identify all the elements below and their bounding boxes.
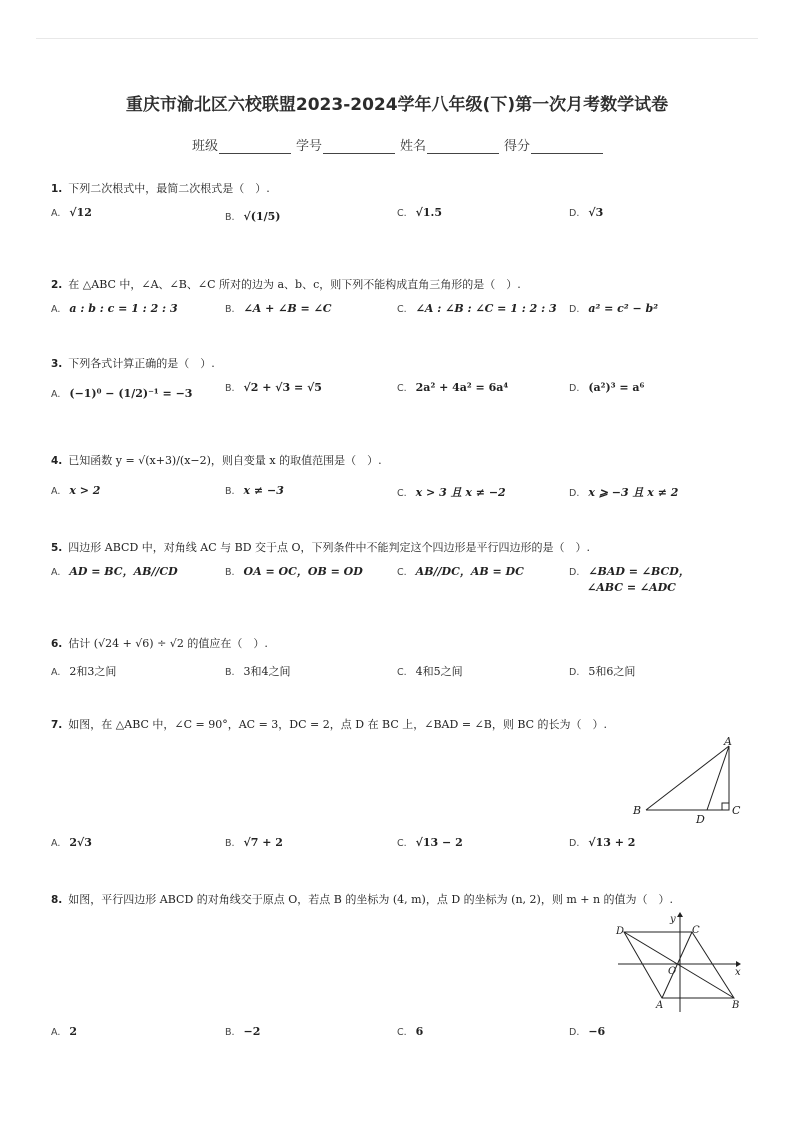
question-number: 8. [51, 894, 63, 906]
option-text: 2 [69, 1025, 78, 1038]
option-label: C. [397, 304, 407, 315]
option-label: D. [569, 208, 580, 219]
info-field-score [504, 135, 606, 154]
option-text: (−1)⁰ − (1/2)⁻¹ = −3 [69, 387, 193, 400]
info-label: 班级 [192, 139, 219, 154]
option-text: −6 [588, 1025, 606, 1038]
option-label: C. [397, 208, 407, 219]
label-c: C [732, 804, 741, 817]
option-text: x > 2 [69, 484, 101, 497]
option-label: C. [397, 567, 407, 578]
option-label: C. [397, 667, 407, 678]
option-text: (a²)³ = a⁶ [588, 381, 645, 394]
option-label: D. [569, 567, 580, 578]
option-text: √13 − 2 [415, 836, 463, 849]
info-field-class [192, 135, 294, 154]
question-number: 4. [51, 455, 63, 467]
option-d[interactable] [569, 563, 690, 579]
option-text: x ⩾ −3 且 x ≠ 2 [588, 486, 679, 499]
info-blank[interactable] [323, 139, 395, 154]
option-label: A. [51, 486, 61, 497]
option-label: A. [51, 304, 61, 315]
option-d[interactable] [569, 484, 678, 500]
option-text: −2 [243, 1025, 261, 1038]
option-text: √2 + √3 = √5 [243, 381, 322, 394]
option-text: a : b : c = 1 : 2 : 3 [69, 302, 178, 315]
option-d[interactable] [569, 1025, 605, 1038]
question-stem [51, 276, 521, 292]
right-angle-mark [722, 803, 729, 810]
question-stem [51, 180, 270, 196]
option-text: ∠ABC = ∠ADC [587, 581, 676, 594]
segment-ad [707, 746, 729, 810]
info-field-name [400, 135, 502, 154]
option-c[interactable] [397, 206, 442, 219]
parallelogram-figure [612, 912, 748, 1016]
option-text: AB//DC，AB = DC [415, 565, 524, 578]
label-y: y [670, 914, 676, 925]
option-d[interactable] [569, 302, 658, 315]
option-label: A. [51, 838, 61, 849]
segment-ab [646, 746, 729, 810]
diagonal-bd [624, 932, 734, 998]
option-text: a² = c² − b² [588, 302, 659, 315]
option-text: √1.5 [415, 206, 443, 219]
option-label: D. [569, 383, 580, 394]
option-b[interactable] [225, 1025, 260, 1038]
page-title: 重庆市渝北区六校联盟2023-2024学年八年级(下)第一次月考数学试卷 [125, 95, 669, 115]
option-label: C. [397, 488, 407, 499]
question-stem [51, 891, 673, 907]
option-b[interactable] [225, 381, 322, 394]
option-label: B. [225, 304, 235, 315]
option-label: B. [225, 383, 235, 394]
option-text: 2√3 [69, 836, 92, 849]
option-c[interactable] [397, 663, 463, 679]
option-label: B. [225, 838, 235, 849]
info-blank[interactable] [531, 139, 603, 154]
option-label: B. [225, 1027, 235, 1038]
option-a[interactable] [51, 663, 116, 679]
question-text: 已知函数 y = √(x+3)/(x−2)，则自变量 x 的取值范围是（ ）. [68, 454, 382, 467]
question-text: 下列二次根式中，最简二次根式是（ ）. [68, 182, 270, 195]
option-d[interactable] [569, 663, 635, 679]
info-field-number [296, 135, 398, 154]
option-text: x ≠ −3 [243, 484, 284, 497]
option-a[interactable] [51, 302, 178, 315]
option-d[interactable] [569, 206, 603, 219]
option-text: 4和5之间 [415, 665, 463, 678]
option-c[interactable] [397, 836, 463, 849]
option-b[interactable] [225, 302, 332, 315]
question-text: 在 △ABC 中，∠A、∠B、∠C 所对的边为 a、b、c，则下列不能构成直角三角形的是（ ）. [68, 278, 521, 291]
option-b[interactable] [225, 563, 363, 579]
question-stem [51, 452, 382, 468]
question-stem [51, 539, 590, 555]
info-label: 姓名 [400, 139, 427, 154]
label-d: D [616, 926, 625, 937]
option-label: D. [569, 488, 580, 499]
option-label: A. [51, 389, 61, 400]
option-label: B. [225, 667, 235, 678]
option-d[interactable] [569, 381, 644, 394]
label-d: D [696, 813, 705, 826]
option-a[interactable] [51, 387, 192, 400]
option-b[interactable] [225, 836, 283, 849]
option-a[interactable] [51, 563, 178, 579]
option-text: 3和4之间 [243, 665, 291, 678]
option-c[interactable] [397, 484, 506, 500]
option-label: B. [225, 212, 235, 223]
question-text: 下列各式计算正确的是（ ）. [68, 357, 215, 370]
option-label: C. [397, 1027, 407, 1038]
question-number: 7. [51, 719, 63, 731]
label-a: A [656, 1000, 664, 1011]
student-info-row [192, 135, 608, 154]
option-c[interactable] [397, 1025, 423, 1038]
option-a[interactable] [51, 836, 92, 849]
question-text: 四边形 ABCD 中，对角线 AC 与 BD 交于点 O，下列条件中不能判定这个四边形是平行四边形的是（ ）. [68, 541, 591, 554]
option-label: B. [225, 486, 235, 497]
option-text: √13 + 2 [588, 836, 636, 849]
option-label: D. [569, 304, 580, 315]
option-label: A. [51, 667, 61, 678]
option-label: D. [569, 1027, 580, 1038]
option-text: x > 3 且 x ≠ −2 [415, 486, 506, 499]
option-text: ∠A + ∠B = ∠C [243, 302, 332, 315]
option-label: B. [225, 567, 235, 578]
option-label: A. [51, 208, 61, 219]
option-label: A. [51, 1027, 61, 1038]
label-o: O [668, 966, 677, 977]
question-number: 3. [51, 358, 63, 370]
header-divider [36, 38, 758, 39]
option-a[interactable] [51, 1025, 77, 1038]
label-x: x [735, 967, 741, 978]
option-a[interactable] [51, 484, 100, 497]
question-number: 5. [51, 542, 63, 554]
question-text: 估计 (√24 + √6) ÷ √2 的值应在（ ）. [68, 637, 268, 650]
option-text: 2a² + 4a² = 6a⁴ [415, 381, 509, 394]
label-b: B [732, 1000, 740, 1011]
option-d[interactable] [569, 836, 635, 849]
diagonal-ac [662, 932, 692, 998]
option-c[interactable] [397, 563, 524, 579]
question-number: 6. [51, 638, 63, 650]
option-d-line2 [587, 581, 676, 594]
y-axis-arrow-icon [677, 912, 683, 917]
option-text: √12 [69, 206, 92, 219]
option-text: AD = BC，AB//CD [69, 565, 178, 578]
question-stem [51, 716, 607, 732]
option-label: D. [569, 667, 580, 678]
label-b: B [633, 804, 642, 817]
option-text: OA = OC，OB = OD [243, 565, 363, 578]
question-text: 如图，平行四边形 ABCD 的对角线交于原点 O，若点 B 的坐标为 (4, m)，点 D 的坐标为 (n, 2)，则 m + n 的值为（ ）. [68, 893, 674, 906]
option-c[interactable] [397, 381, 508, 394]
option-text: 2和3之间 [69, 665, 117, 678]
info-blank[interactable] [427, 139, 499, 154]
triangle-figure [626, 736, 748, 826]
option-text: √(1/5) [243, 210, 281, 223]
option-text: 5和6之间 [588, 665, 636, 678]
question-text: 如图，在 △ABC 中，∠C = 90°，AC = 3，DC = 2，点 D 在 BC 上，∠BAD = ∠B，则 BC 的长为（ ）. [68, 718, 608, 731]
option-b[interactable] [225, 210, 281, 223]
option-text: ∠BAD = ∠BCD， [588, 565, 690, 578]
info-blank[interactable] [219, 139, 291, 154]
question-number: 2. [51, 279, 63, 291]
option-b[interactable] [225, 663, 291, 679]
option-b[interactable] [225, 484, 284, 497]
label-c: C [692, 925, 700, 936]
question-stem [51, 355, 215, 371]
question-number: 1. [51, 183, 63, 195]
option-text: ∠A : ∠B : ∠C = 1 : 2 : 3 [415, 302, 557, 315]
option-label: C. [397, 838, 407, 849]
label-a: A [724, 736, 732, 748]
info-label: 学号 [296, 139, 323, 154]
option-c[interactable] [397, 302, 557, 315]
option-a[interactable] [51, 206, 92, 219]
info-label: 得分 [504, 139, 531, 154]
option-text: 6 [415, 1025, 424, 1038]
option-label: C. [397, 383, 407, 394]
option-text: √3 [588, 206, 604, 219]
option-text: √7 + 2 [243, 836, 283, 849]
option-label: A. [51, 567, 61, 578]
question-stem [51, 635, 268, 651]
option-label: D. [569, 838, 580, 849]
